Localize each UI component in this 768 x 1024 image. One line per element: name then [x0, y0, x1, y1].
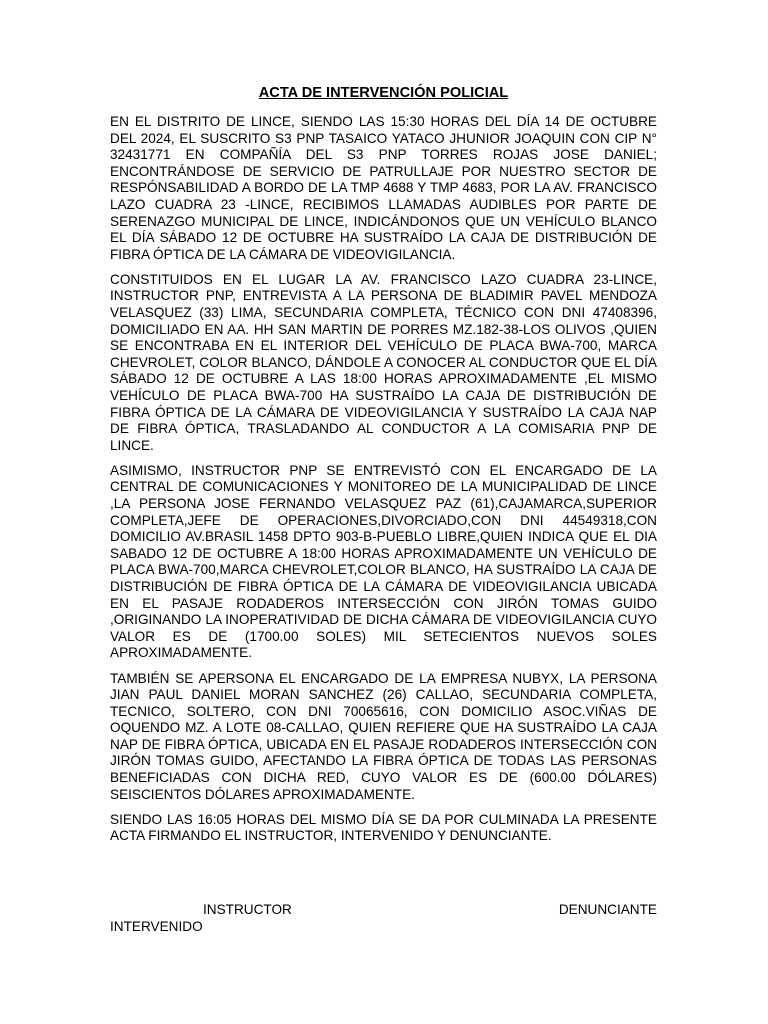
- signature-block: [110, 901, 657, 935]
- document-title: ACTA DE INTERVENCIÓN POLICIAL: [258, 85, 509, 101]
- signature-intervenido: INTERVENIDO: [110, 919, 203, 934]
- signature-instructor: INSTRUCTOR: [203, 902, 292, 917]
- paragraph-cierre: SIENDO LAS 16:05 HORAS DEL MISMO DÍA SE DA POR CULMINADA LA PRESENTE ACTA FIRMANDO EL INSTRUCTOR, INTERVENIDO Y DENUNCIANTE.: [110, 811, 657, 844]
- paragraph-tambien: TAMBIÉN SE APERSONA EL ENCARGADO DE LA EMPRESA NUBYX, LA PERSONA JIAN PAUL DANIEL MORAN SANCHEZ (26) CALLAO, SECUNDARIA COMPLETA, TECNICO, SOLTERO, CON DNI 70065616, CON DOMICILIO ASOC.VIÑAS DE OQUENDO MZ. A LOTE 08-CALLAO, QUIEN REFIERE QUE HA SUSTRAÍDO LA CAJA NAP DE FIBRA ÓPTICA, UBICADA EN EL PASAJE RODADEROS INTERSECCIÓN CON JIRÓN TOMAS GUIDO, AFECTANDO LA FIBRA ÓPTICA DE TODAS LAS PERSONAS BENEFICIADAS CON DICHA RED, CUYO VALOR ES DE (600.00 DÓLARES) SEISCIENTOS DÓLARES APROXIMADAMENTE.: [110, 670, 657, 802]
- document-body: [110, 84, 657, 853]
- paragraph-constituidos: CONSTITUIDOS EN EL LUGAR LA AV. FRANCISCO LAZO CUADRA 23-LINCE, INSTRUCTOR PNP, ENTREVISTA A LA PERSONA DE BLADIMIR PAVEL MENDOZA VELASQUEZ (33) LIMA, SECUNDARIA COMPLETA, TÉCNICO CON DNI 47408396, DOMICILIADO EN AA. HH SAN MARTIN DE PORRES MZ.182-38-LOS OLIVOS ,QUIEN SE ENCONTRABA EN EL INTERIOR DEL VEHÍCULO DE PLACA BWA-700, MARCA CHEVROLET, COLOR BLANCO, DÁNDOLE A CONOCER AL CONDUCTOR QUE EL DÍA SÁBADO 12 DE OCTUBRE A LAS 18:00 HORAS APROXIMADAMENTE ,EL MISMO VEHÍCULO DE PLACA BWA-700 HA SUSTRAÍDO LA CAJA DE DISTRIBUCIÓN DE FIBRA ÓPTICA DE LA CÁMARA DE VIDEOVIGILANCIA Y SUSTRAÍDO LA CAJA NAP DE FIBRA ÓPTICA, TRASLADANDO AL CONDUCTOR A LA COMISARIA PNP DE LINCE.: [110, 271, 657, 453]
- signature-denunciante: DENUNCIANTE: [558, 902, 657, 917]
- paragraph-asimismo: ASIMISMO, INSTRUCTOR PNP SE ENTREVISTÓ CON EL ENCARGADO DE LA CENTRAL DE COMUNICACIONES Y MONITOREO DE LA MUNICIPALIDAD DE LINCE ,LA PERSONA JOSE FERNANDO VELASQUEZ PAZ (61),CAJAMARCA,SUPERIOR COMPLETA,JEFE DE OPERACIONES,DIVORCIADO,CON DNI 44549318,CON DOMICILIO AV.BRASIL 1458 DPTO 903-B-PUEBLO LIBRE,QUIEN INDICA QUE EL DIA SABADO 12 DE OCTUBRE A 18:00 HORAS APROXIMADAMENTE UN VEHÍCULO DE PLACA BWA-700,MARCA CHEVROLET,COLOR BLANCO, HA SUSTRAÍDO LA CAJA DE DISTRIBUCIÓN DE FIBRA ÓPTICA DE LA CÁMARA DE VIDEOVIGILANCIA UBICADA EN EL PASAJE RODADEROS INTERSECCIÓN CON JIRÓN TOMAS GUIDO ,ORIGINANDO LA INOPERATIVIDAD DE DICHA CÁMARA DE VIDEOVIGILANCIA CUYO VALOR ES DE (1700.00 SOLES) MIL SETECIENTOS NUEVOS SOLES APROXIMADAMENTE.: [110, 462, 657, 661]
- paragraph-intro: EN EL DISTRITO DE LINCE, SIENDO LAS 15:30 HORAS DEL DÍA 14 DE OCTUBRE DEL 2024, EL SUSCRITO S3 PNP TASAICO YATACO JHUNIOR JOAQUIN CON CIP N° 32431771 EN COMPAÑÍA DEL S3 PNP TORRES ROJAS JOSE DANIEL; ENCONTRÁNDOSE DE SERVICIO DE PATRULLAJE POR NUESTRO SECTOR DE RESPÓNSABILIDAD A BORDO DE LA TMP 4688 Y TMP 4683, POR LA AV. FRANCISCO LAZO CUADRA 23 -LINCE, RECIBIMOS LLAMADAS AUDIBLES POR PARTE DE SERENAZGO MUNICIPAL DE LINCE, INDICÁNDONOS QUE UN VEHÍCULO BLANCO EL DÍA SÁBADO 12 DE OCTUBRE HA SUSTRAÍDO LA CAJA DE DISTRIBUCIÓN DE FIBRA ÓPTICA DE LA CÁMARA DE VIDEOVIGILANCIA.: [110, 114, 657, 262]
- signature-row: [110, 901, 657, 918]
